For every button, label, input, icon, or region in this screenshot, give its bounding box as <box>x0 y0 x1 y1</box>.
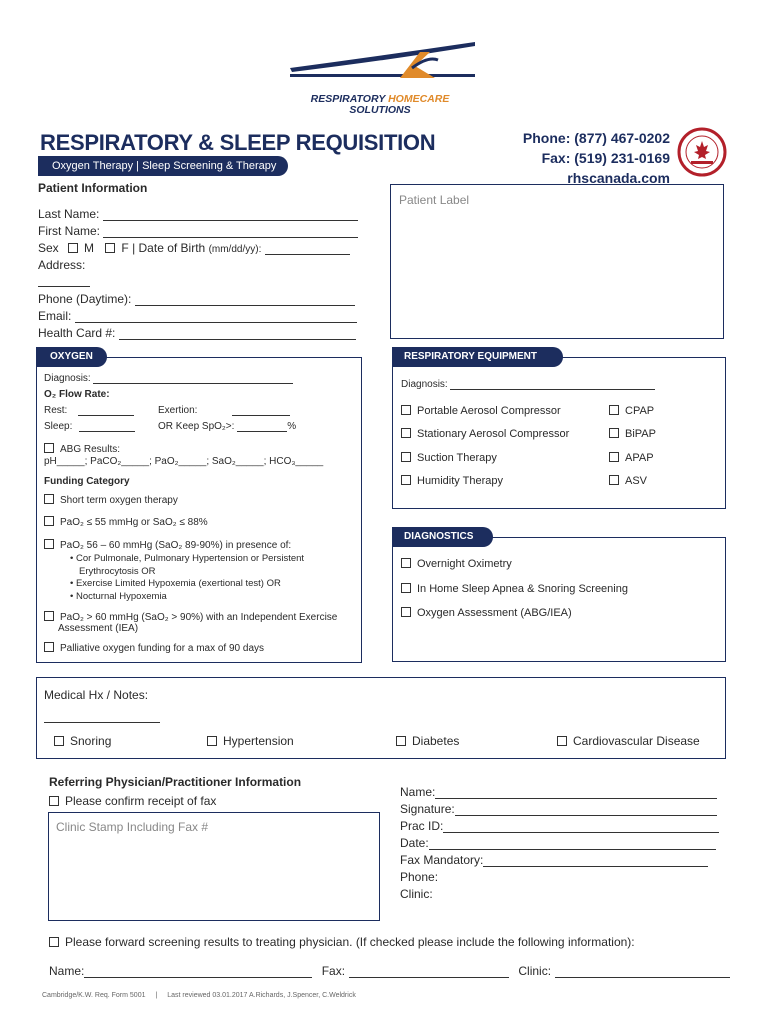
page-subtitle: Oxygen Therapy | Sleep Screening & Therapy <box>38 156 288 176</box>
pao2-55-label: PaO₂ ≤ 55 mmHg or SaO₂ ≤ 88% <box>60 517 208 528</box>
medical-notes-field[interactable] <box>44 722 160 723</box>
sex-f-checkbox[interactable] <box>105 243 115 253</box>
hypertension-label: Hypertension <box>223 734 294 748</box>
first-name-field[interactable] <box>103 225 358 238</box>
physician-date-field[interactable] <box>429 837 716 850</box>
oxygen-diagnosis-label: Diagnosis: <box>44 373 91 384</box>
overnight-oximetry-checkbox[interactable] <box>401 558 411 568</box>
forward-clinic-field[interactable] <box>555 965 730 978</box>
forward-results-checkbox[interactable] <box>49 937 59 947</box>
pao2-56-checkbox[interactable] <box>44 539 54 549</box>
physician-heading: Referring Physician/Practitioner Information <box>49 775 302 789</box>
email-label: Email: <box>38 309 72 323</box>
portable-aerosol-label: Portable Aerosol Compressor <box>417 405 561 417</box>
keep-spo2-field[interactable] <box>237 422 287 432</box>
bullet-nocturnal: Nocturnal Hypoxemia <box>75 590 167 602</box>
pao2-60-label-cont: Assessment (IEA) <box>58 623 139 634</box>
contact-website[interactable]: rhscanada.com <box>567 170 670 186</box>
pao2-60-checkbox[interactable] <box>44 611 54 621</box>
percent-sign: % <box>287 421 297 432</box>
oxygen-assessment-checkbox[interactable] <box>401 607 411 617</box>
physician-signature-field[interactable] <box>455 803 717 816</box>
forward-name-field[interactable] <box>84 965 312 978</box>
equipment-diagnosis-label: Diagnosis: <box>401 379 448 390</box>
oxygen-diagnosis-field[interactable] <box>93 374 293 384</box>
logo-text-solutions: SOLUTIONS <box>349 104 411 116</box>
logo-text-homecare: HOMECARE <box>388 93 450 105</box>
bullet-exercise: Exercise Limited Hypoxemia (exertional test) OR <box>75 578 281 589</box>
physician-pracid-field[interactable] <box>443 820 719 833</box>
company-logo <box>280 38 480 116</box>
short-term-label: Short term oxygen therapy <box>60 495 178 506</box>
sex-m-label: M <box>84 241 95 255</box>
abg-results-label: ABG Results: <box>60 444 121 455</box>
physician-fax-label: Fax Mandatory: <box>400 853 484 867</box>
hypertension-checkbox[interactable] <box>207 736 217 746</box>
snoring-label: Snoring <box>70 734 112 748</box>
forward-fax-label: Fax: <box>321 964 346 978</box>
physician-signature-label: Signature: <box>400 802 455 816</box>
physician-pracid-label: Prac ID: <box>400 819 444 833</box>
clinic-stamp-box[interactable] <box>48 812 380 921</box>
sleep-field[interactable] <box>79 422 135 432</box>
equipment-diagnosis-field[interactable] <box>450 380 655 390</box>
diagnostics-section <box>392 537 726 662</box>
forward-fax-field[interactable] <box>349 965 509 978</box>
suction-therapy-label: Suction Therapy <box>417 452 497 464</box>
sleep-apnea-screening-checkbox[interactable] <box>401 583 411 593</box>
footer-form-id: Cambridge/K.W. Req. Form 5001 <box>42 992 146 999</box>
physician-fax-field[interactable] <box>483 854 708 867</box>
address-label: Address: <box>38 258 86 272</box>
patient-label-box[interactable] <box>390 184 724 339</box>
physician-date-label: Date: <box>400 836 429 850</box>
dob-field[interactable] <box>265 242 350 255</box>
oxygen-tab: OXYGEN <box>36 347 107 367</box>
bullet-cor-pulmonale: Cor Pulmonale, Pulmonary Hypertension or Persistent <box>75 553 305 564</box>
patient-label-text: Patient Label <box>399 193 470 207</box>
contact-fax: Fax: (519) 231-0169 <box>541 150 670 166</box>
cardiovascular-label: Cardiovascular Disease <box>573 734 700 748</box>
diabetes-label: Diabetes <box>412 734 460 748</box>
health-card-field[interactable] <box>119 327 356 340</box>
abg-results-checkbox[interactable] <box>44 443 54 453</box>
forward-clinic-label: Clinic: <box>518 964 552 978</box>
first-name-label: First Name: <box>38 224 101 238</box>
asv-checkbox[interactable] <box>609 475 619 485</box>
clinic-stamp-label: Clinic Stamp Including Fax # <box>56 820 209 834</box>
last-name-label: Last Name: <box>38 207 100 221</box>
health-card-label: Health Card #: <box>38 326 116 340</box>
cpap-checkbox[interactable] <box>609 405 619 415</box>
bullet-erythrocytosis: Erythrocytosis OR <box>79 565 156 577</box>
flow-rate-heading: O₂ Flow Rate: <box>44 389 110 400</box>
humidity-therapy-label: Humidity Therapy <box>417 475 503 487</box>
pao2-60-label: PaO₂ > 60 mmHg (SaO₂ > 90%) with an Independent Exercise <box>60 612 338 623</box>
pao2-55-checkbox[interactable] <box>44 516 54 526</box>
forward-results-label: Please forward screening results to treating physician. (If checked please include the following information): <box>65 935 635 949</box>
portable-aerosol-checkbox[interactable] <box>401 405 411 415</box>
stationary-aerosol-label: Stationary Aerosol Compressor <box>417 428 570 440</box>
palliative-label: Palliative oxygen funding for a max of 90 days <box>60 643 265 654</box>
confirm-fax-label: Please confirm receipt of fax <box>65 794 217 808</box>
sex-f-label: F <box>121 241 129 255</box>
sleep-apnea-screening-label: In Home Sleep Apnea & Snoring Screening <box>417 583 628 595</box>
rest-label: Rest: <box>44 405 68 416</box>
medical-notes-label: Medical Hx / Notes: <box>44 688 149 702</box>
equipment-tab: RESPIRATORY EQUIPMENT <box>392 347 563 367</box>
last-name-field[interactable] <box>103 208 358 221</box>
address-field[interactable] <box>38 286 90 287</box>
humidity-therapy-checkbox[interactable] <box>401 475 411 485</box>
overnight-oximetry-label: Overnight Oximetry <box>417 558 512 570</box>
logo-text-respiratory: RESPIRATORY <box>310 93 386 105</box>
apap-label: APAP <box>625 452 654 464</box>
phone-label: Phone (Daytime): <box>38 292 132 306</box>
bipap-checkbox[interactable] <box>609 428 619 438</box>
diagnostics-tab: DIAGNOSTICS <box>392 527 493 547</box>
dob-format: (mm/dd/yy): <box>208 244 262 255</box>
apap-checkbox[interactable] <box>609 452 619 462</box>
forward-name-label: Name: <box>49 964 85 978</box>
pao2-56-label: PaO₂ 56 – 60 mmHg (SaO₂ 89-90%) in presence of: <box>60 540 292 551</box>
rest-field[interactable] <box>78 406 134 416</box>
oxygen-assessment-label: Oxygen Assessment (ABG/IEA) <box>417 607 572 619</box>
exertion-label: Exertion: <box>158 405 198 416</box>
sleep-label: Sleep: <box>44 421 73 432</box>
sex-m-checkbox[interactable] <box>68 243 78 253</box>
phone-field[interactable] <box>135 293 355 306</box>
physician-name-field[interactable] <box>435 786 717 799</box>
footer-reviewed: Last reviewed 03.01.2017 A.Richards, J.Spencer, C.Weldrick <box>167 992 356 999</box>
sex-label: Sex <box>38 241 59 255</box>
footer-separator: | <box>155 992 158 999</box>
physician-clinic-label: Clinic: <box>400 887 433 901</box>
short-term-checkbox[interactable] <box>44 494 54 504</box>
accreditation-seal-icon <box>677 127 727 182</box>
physician-phone-label: Phone: <box>400 870 439 884</box>
funding-category-heading: Funding Category <box>44 476 130 487</box>
exertion-field[interactable] <box>232 406 290 416</box>
email-field[interactable] <box>75 310 357 323</box>
abg-values-line[interactable]: pH_____; PaCO₂_____; PaO₂_____; SaO₂_____; HCO₃_____ <box>44 456 324 467</box>
suction-therapy-checkbox[interactable] <box>401 452 411 462</box>
asv-label: ASV <box>625 475 648 487</box>
logo-swoosh-icon <box>280 38 480 88</box>
snoring-checkbox[interactable] <box>54 736 64 746</box>
keep-spo2-label: OR Keep SpO₂>: <box>158 421 235 432</box>
dob-label: | Date of Birth <box>132 241 206 255</box>
stationary-aerosol-checkbox[interactable] <box>401 428 411 438</box>
diabetes-checkbox[interactable] <box>396 736 406 746</box>
page-title: RESPIRATORY & SLEEP REQUISITION <box>40 130 436 155</box>
bipap-label: BiPAP <box>625 428 656 440</box>
patient-info-heading: Patient Information <box>38 181 148 195</box>
cpap-label: CPAP <box>625 405 655 417</box>
physician-name-label: Name: <box>400 785 436 799</box>
contact-phone: Phone: (877) 467-0202 <box>522 130 670 146</box>
palliative-checkbox[interactable] <box>44 642 54 652</box>
cardiovascular-checkbox[interactable] <box>557 736 567 746</box>
confirm-fax-checkbox[interactable] <box>49 796 59 806</box>
